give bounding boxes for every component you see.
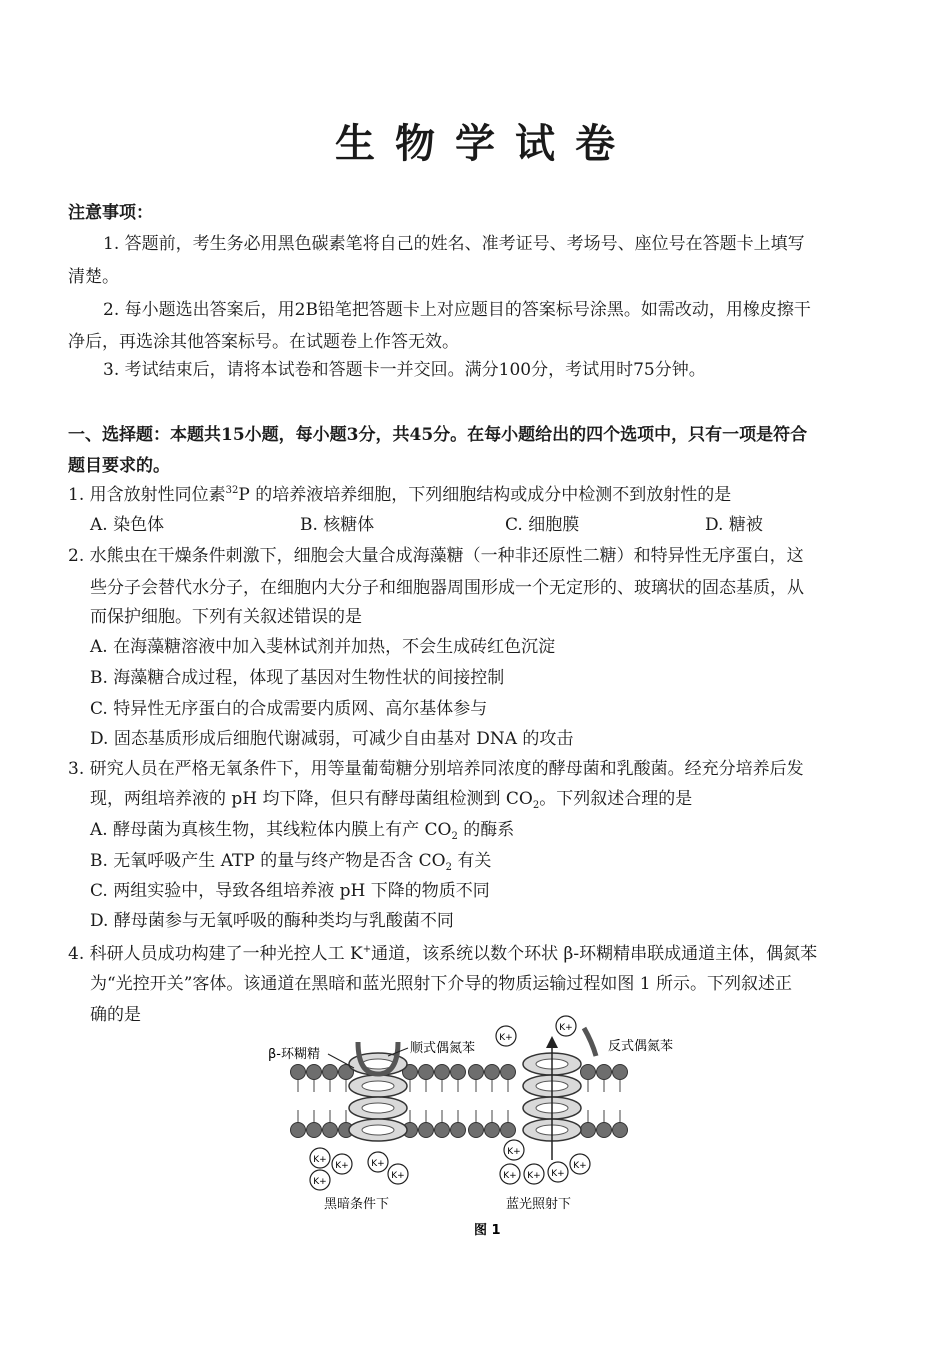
lipid-head — [419, 1065, 434, 1080]
lipid-head — [323, 1065, 338, 1080]
question-3-stem-cont — [90, 786, 692, 815]
trans-azobenzene — [584, 1028, 596, 1056]
question-2-stem: 2. 水熊虫在干燥条件刺激下，细胞会大量合成海藻糖（一种非还原性二糖）和特异性无序蛋白，这 — [68, 546, 804, 566]
q3-option-a-subscript: 2 — [451, 831, 458, 842]
q4-superscript: + — [362, 944, 372, 955]
potassium-ion-label: K+ — [573, 1161, 587, 1171]
q1-stem-part: 1. 用含放射性同位素 — [68, 485, 226, 505]
ring-hole — [362, 1125, 394, 1135]
q1-option-a: A. 染色体 — [90, 515, 165, 535]
section-heading-cont: 题目要求的。 — [68, 456, 170, 476]
potassium-ion-label: K+ — [371, 1159, 385, 1169]
q2-option-c: C. 特异性无序蛋白的合成需要内质网、高尔基体参与 — [90, 699, 488, 719]
question-3-stem: 3. 研究人员在严格无氧条件下，用等量葡萄糖分别培养同浓度的酵母菌和乳酸菌。经充分培养后发 — [68, 759, 804, 779]
q3-option-a — [90, 817, 514, 846]
lipid-head — [291, 1065, 306, 1080]
notice-item-2-cont: 净后，再选涂其他答案标号。在试题卷上作答无效。 — [68, 332, 459, 352]
q4-stem-part: 4. 科研人员成功构建了一种光控人工 K — [68, 944, 363, 964]
label-cis-azobenzene: 顺式偶氮苯 — [410, 1041, 476, 1056]
q3-option-a-part: 的酶系 — [457, 820, 515, 840]
q3-option-d: D. 酵母菌参与无氧呼吸的酶种类均与乳酸菌不同 — [90, 911, 454, 931]
q1-superscript: 32 — [225, 485, 239, 496]
q3-subscript: 2 — [532, 800, 540, 811]
question-4-stem-cont: 确的是 — [90, 1005, 141, 1025]
q3-option-c: C. 两组实验中，导致各组培养液 pH 下降的物质不同 — [90, 881, 490, 901]
lipid-head — [451, 1123, 466, 1138]
q3-option-b-part: B. 无氧呼吸产生 ATP 的量与终产物是否含 CO — [90, 851, 446, 871]
lipid-head — [613, 1123, 628, 1138]
lipid-head — [307, 1065, 322, 1080]
lipid-head — [485, 1123, 500, 1138]
lipid-head — [501, 1123, 516, 1138]
lipid-head — [597, 1123, 612, 1138]
q2-option-a: A. 在海藻糖溶液中加入斐林试剂并加热，不会生成砖红色沉淀 — [90, 637, 556, 657]
q4-stem-part: 通道，该系统以数个环状 β-环糊精串联成通道主体，偶氮苯 — [371, 944, 818, 964]
question-2-stem-cont: 而保护细胞。下列有关叙述错误的是 — [90, 607, 362, 627]
lipid-head — [435, 1065, 450, 1080]
exam-title: 生物学试卷 — [335, 120, 635, 167]
question-4-stem — [68, 941, 817, 970]
lipid-head — [613, 1065, 628, 1080]
notice-item-1: 1. 答题前，考生务必用黑色碳素笔将自己的姓名、准考证号、考场号、座位号在答题卡上填写 — [103, 234, 805, 254]
lipid-head — [469, 1065, 484, 1080]
arrow-head — [546, 1036, 558, 1048]
lipid-head — [469, 1123, 484, 1138]
q3-option-b-part: 有关 — [451, 851, 492, 871]
q3-stem-part: 。下列叙述合理的是 — [539, 789, 693, 809]
q3-option-a-part: A. 酵母菌为真核生物，其线粒体内膜上有产 CO — [90, 820, 452, 840]
q3-stem-part: 现，两组培养液的 pH 均下降，但只有酵母菌组检测到 CO — [90, 789, 533, 809]
ring-hole — [362, 1081, 394, 1091]
potassium-ion-label: K+ — [313, 1155, 327, 1165]
label-dark-condition: 黑暗条件下 — [324, 1197, 390, 1212]
figure-1-diagram — [262, 1012, 702, 1242]
potassium-ion-label: K+ — [391, 1171, 405, 1181]
potassium-ion-label: K+ — [313, 1177, 327, 1187]
question-2-stem-cont: 些分子会替代水分子，在细胞内大分子和细胞器周围形成一个无定形的、玻璃状的固态基质，从 — [90, 578, 804, 598]
potassium-ion-label: K+ — [507, 1147, 521, 1157]
figure-caption: 图 1 — [474, 1223, 501, 1238]
notice-item-1-cont: 清楚。 — [68, 267, 119, 287]
ring-hole — [362, 1103, 394, 1113]
label-trans-azobenzene: 反式偶氮苯 — [608, 1039, 674, 1054]
section-heading: 一、选择题：本题共15小题，每小题3分，共45分。在每小题给出的四个选项中，只有一项是符合 — [68, 425, 808, 445]
q2-option-b: B. 海藻糖合成过程，体现了基因对生物性状的间接控制 — [90, 668, 505, 688]
lipid-head — [581, 1065, 596, 1080]
label-cyclodextrin: β-环糊精 — [268, 1047, 320, 1062]
question-4-stem-cont: 为“光控开关”客体。该通道在黑暗和蓝光照射下介导的物质运输过程如图 1 所示。下列叙述正 — [90, 974, 793, 994]
potassium-ion-label: K+ — [527, 1171, 541, 1181]
lipid-head — [435, 1123, 450, 1138]
lipid-head — [323, 1123, 338, 1138]
q1-option-d: D. 糖被 — [705, 515, 763, 535]
potassium-ion-label: K+ — [335, 1161, 349, 1171]
lipid-head — [501, 1065, 516, 1080]
lipid-head — [451, 1065, 466, 1080]
question-1-stem — [68, 482, 731, 511]
potassium-ion-label: K+ — [503, 1171, 517, 1181]
lipid-head — [419, 1123, 434, 1138]
potassium-ion-label: K+ — [551, 1169, 565, 1179]
lipid-head — [581, 1123, 596, 1138]
label-blue-light: 蓝光照射下 — [506, 1197, 572, 1212]
q3-option-b — [90, 848, 491, 877]
lipid-head — [307, 1123, 322, 1138]
potassium-ion-label: K+ — [499, 1033, 513, 1043]
q1-option-b: B. 核糖体 — [300, 515, 375, 535]
q3-option-b-subscript: 2 — [445, 862, 452, 873]
notice-item-3: 3. 考试结束后，请将本试卷和答题卡一并交回。满分100分，考试用时75分钟。 — [103, 360, 706, 380]
lipid-head — [291, 1123, 306, 1138]
notice-item-2: 2. 每小题选出答案后，用2B铅笔把答题卡上对应题目的答案标号涂黑。如需改动，用橡皮擦干 — [103, 300, 811, 320]
q2-option-d: D. 固态基质形成后细胞代谢减弱，可减少自由基对 DNA 的攻击 — [90, 729, 574, 749]
lipid-head — [597, 1065, 612, 1080]
q1-stem-part: P 的培养液培养细胞，下列细胞结构或成分中检测不到放射性的是 — [238, 485, 732, 505]
q1-option-c: C. 细胞膜 — [505, 515, 580, 535]
lipid-head — [485, 1065, 500, 1080]
potassium-ion-label: K+ — [559, 1023, 573, 1033]
notice-heading: 注意事项： — [68, 203, 153, 223]
